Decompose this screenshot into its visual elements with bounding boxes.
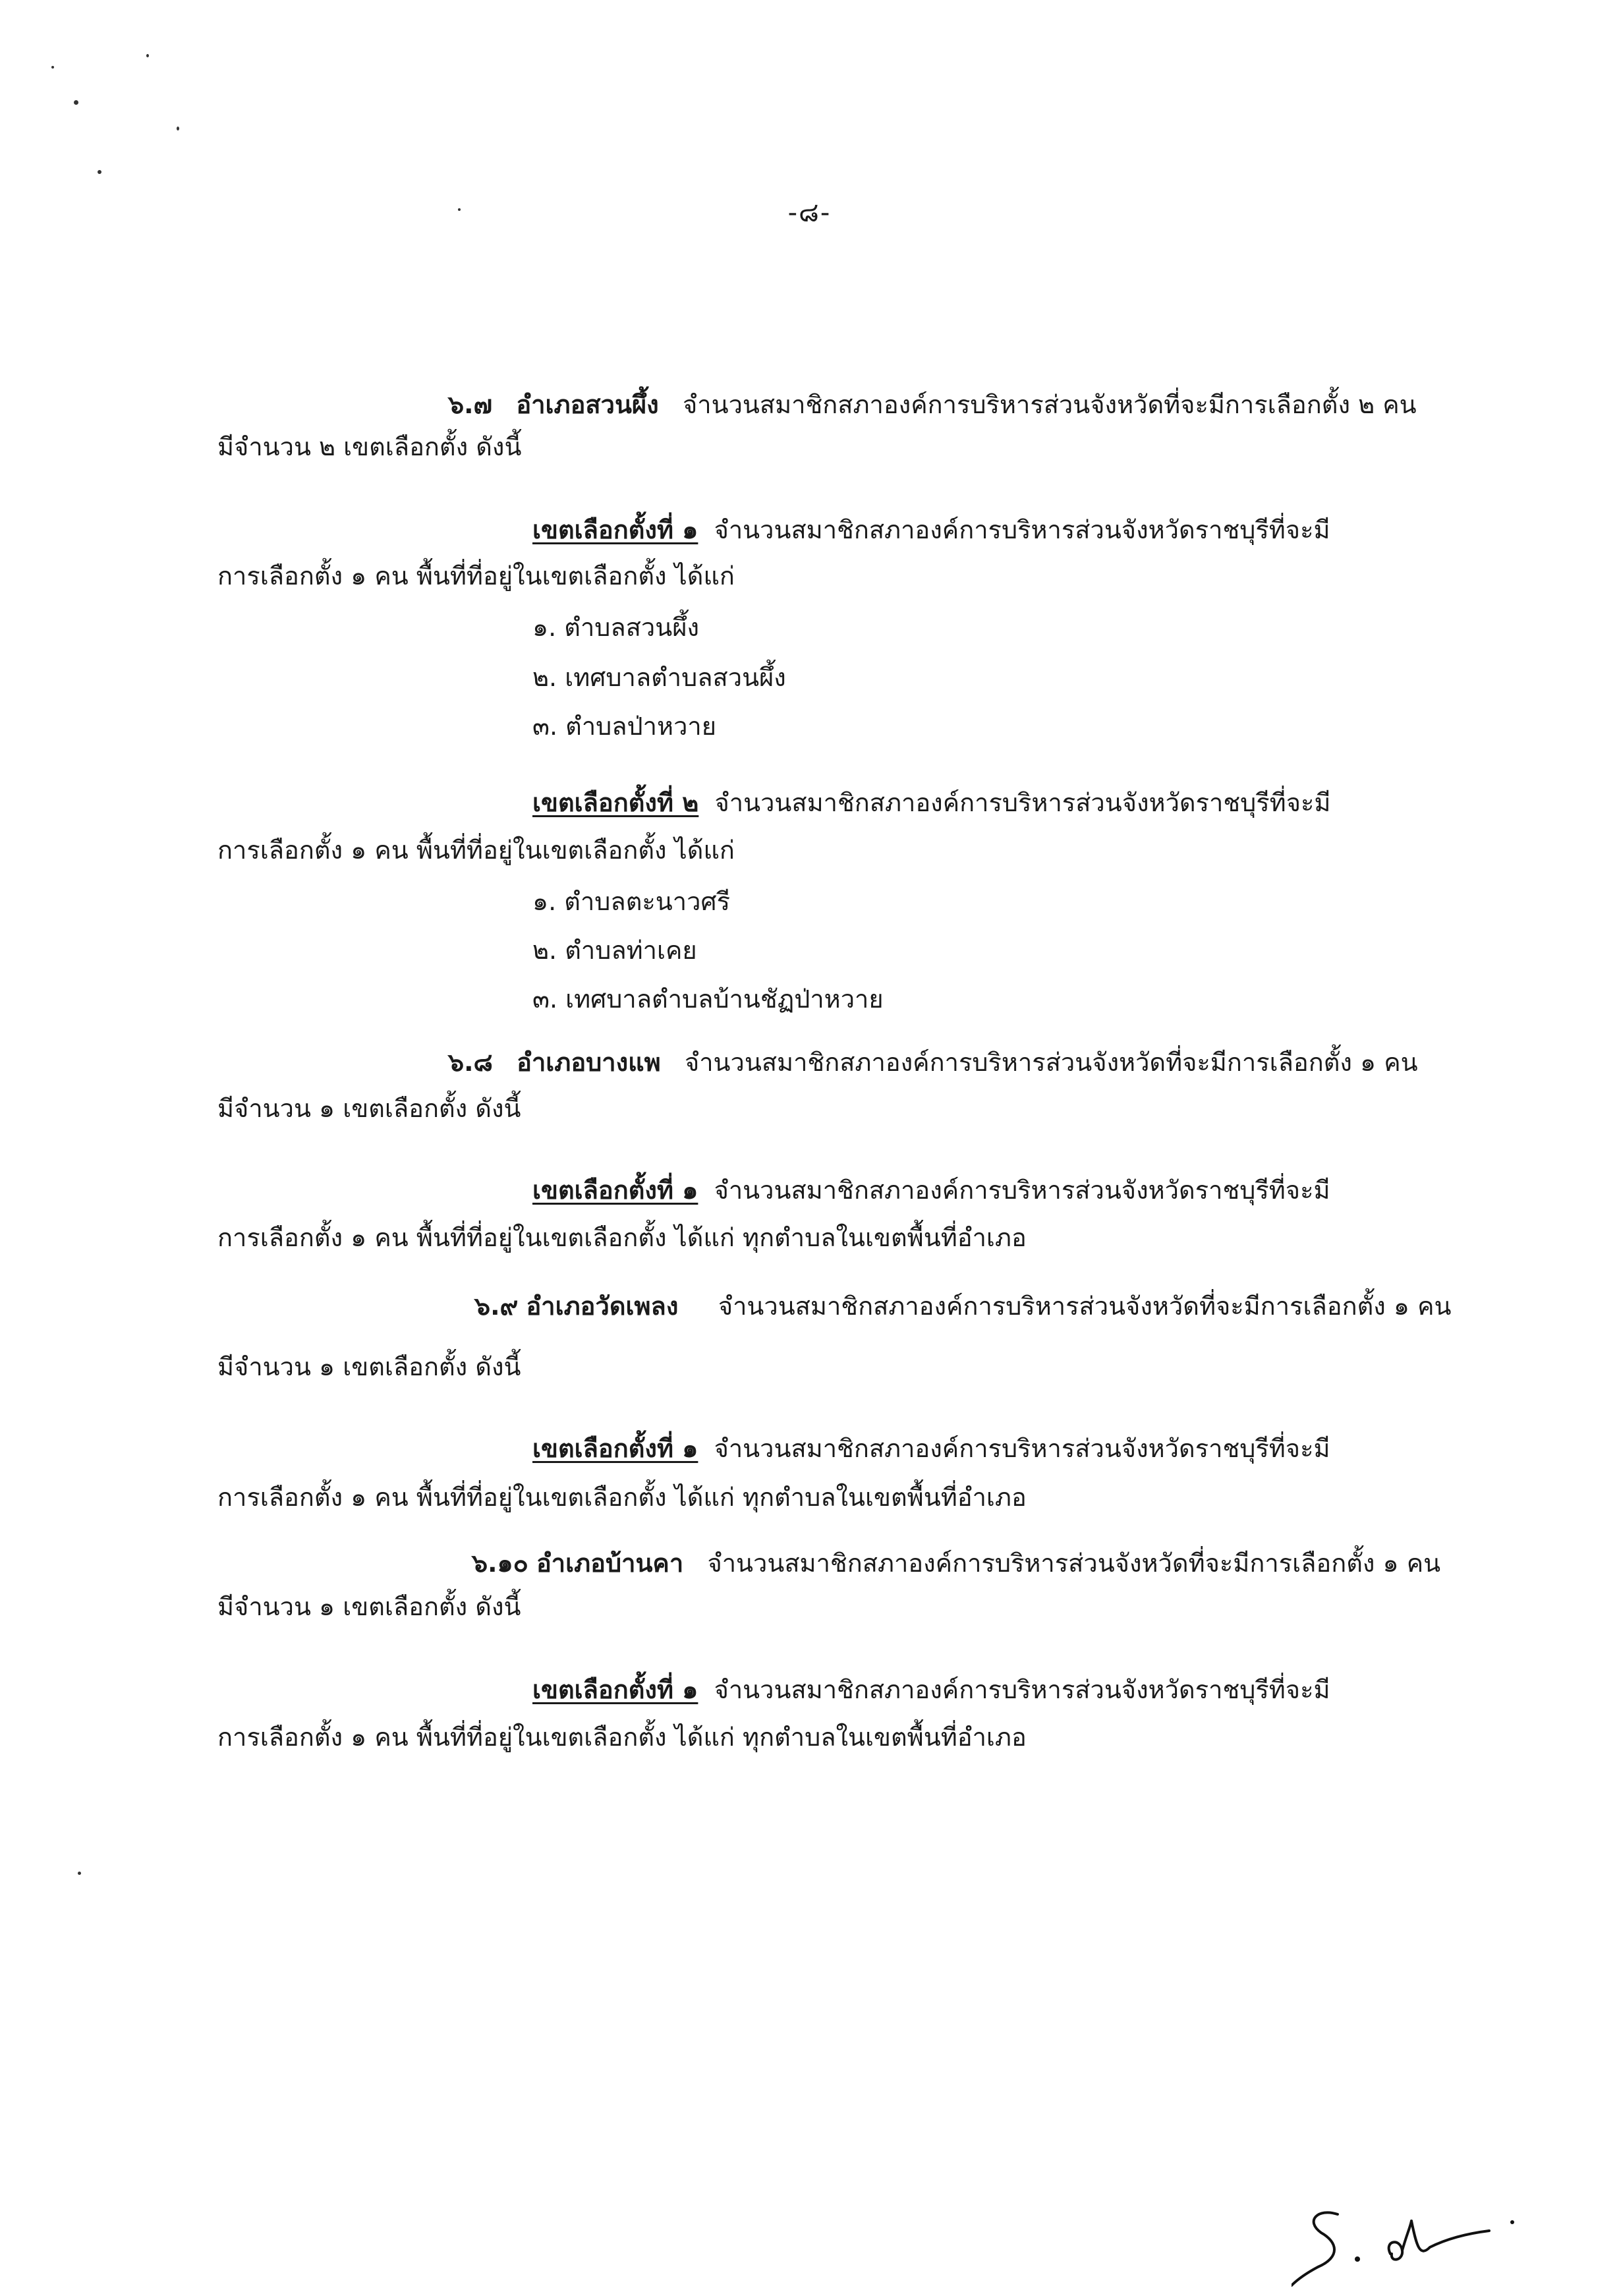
zone-continuation: การเลือกตั้ง ๑ คน พื้นที่ที่อยู่ในเขตเลือกตั้ง ได้แก่ ทุกตำบลในเขตพื้นที่อำเภอ bbox=[217, 1483, 1027, 1512]
district-name: อำเภอบางแพ bbox=[517, 1048, 661, 1077]
section-description: จำนวนสมาชิกสภาองค์การบริหารส่วนจังหวัดที่จะมีการเลือกตั้ง ๑ คน bbox=[707, 1549, 1441, 1578]
scan-speck bbox=[51, 66, 54, 69]
scan-speck bbox=[74, 100, 78, 105]
zone-heading bbox=[532, 515, 1330, 546]
section-number: ๖.๘ bbox=[448, 1048, 493, 1077]
zone-heading bbox=[532, 1176, 1330, 1206]
list-item: ๑. ตำบลตะนาวศรี bbox=[532, 887, 730, 916]
zone-continuation: การเลือกตั้ง ๑ คน พื้นที่ที่อยู่ในเขตเลือกตั้ง ได้แก่ ทุกตำบลในเขตพื้นที่อำเภอ bbox=[217, 1723, 1027, 1752]
list-item: ๒. ตำบลท่าเคย bbox=[532, 936, 697, 965]
district-name: อำเภอวัดเพลง bbox=[526, 1292, 679, 1321]
zone-description: จำนวนสมาชิกสภาองค์การบริหารส่วนจังหวัดราชบุรีที่จะมี bbox=[714, 515, 1330, 544]
zone-description: จำนวนสมาชิกสภาองค์การบริหารส่วนจังหวัดราชบุรีที่จะมี bbox=[714, 788, 1331, 817]
zone-continuation: การเลือกตั้ง ๑ คน พื้นที่ที่อยู่ในเขตเลือกตั้ง ได้แก่ bbox=[217, 561, 735, 590]
list-item: ๑. ตำบลสวนผึ้ง bbox=[532, 613, 700, 642]
section-number: ๖.๗ bbox=[448, 390, 493, 419]
section-continuation: มีจำนวน ๒ เขตเลือกตั้ง ดังนี้ bbox=[217, 432, 522, 461]
section-continuation: มีจำนวน ๑ เขตเลือกตั้ง ดังนี้ bbox=[217, 1592, 521, 1621]
section-continuation: มีจำนวน ๑ เขตเลือกตั้ง ดังนี้ bbox=[217, 1352, 521, 1381]
section-heading-6-10 bbox=[472, 1549, 1440, 1579]
scan-speck bbox=[177, 127, 179, 130]
section-heading-6-8 bbox=[448, 1048, 1418, 1078]
list-item: ๓. ตำบลป่าหวาย bbox=[532, 712, 717, 741]
zone-description: จำนวนสมาชิกสภาองค์การบริหารส่วนจังหวัดราชบุรีที่จะมี bbox=[714, 1176, 1330, 1205]
zone-title: เขตเลือกตั้งที่ ๑ bbox=[532, 1675, 698, 1704]
scan-speck bbox=[98, 170, 101, 174]
page-number: -๘- bbox=[787, 198, 832, 228]
list-item: ๒. เทศบาลตำบลสวนผึ้ง bbox=[532, 663, 786, 692]
zone-title: เขตเลือกตั้งที่ ๒ bbox=[532, 788, 699, 817]
section-description: จำนวนสมาชิกสภาองค์การบริหารส่วนจังหวัดที่จะมีการเลือกตั้ง ๑ คน bbox=[718, 1292, 1452, 1321]
zone-heading bbox=[532, 1675, 1330, 1706]
zone-title: เขตเลือกตั้งที่ ๑ bbox=[532, 1434, 698, 1463]
handwritten-signature bbox=[1292, 2195, 1555, 2287]
zone-continuation: การเลือกตั้ง ๑ คน พื้นที่ที่อยู่ในเขตเลือกตั้ง ได้แก่ bbox=[217, 836, 735, 865]
zone-description: จำนวนสมาชิกสภาองค์การบริหารส่วนจังหวัดราชบุรีที่จะมี bbox=[714, 1675, 1330, 1704]
zone-description: จำนวนสมาชิกสภาองค์การบริหารส่วนจังหวัดราชบุรีที่จะมี bbox=[714, 1434, 1330, 1463]
scan-speck bbox=[146, 54, 149, 57]
zone-title: เขตเลือกตั้งที่ ๑ bbox=[532, 1176, 698, 1205]
zone-heading bbox=[532, 1434, 1330, 1464]
section-number: ๖.๑๐ bbox=[472, 1549, 528, 1578]
zone-title: เขตเลือกตั้งที่ ๑ bbox=[532, 515, 698, 544]
zone-continuation: การเลือกตั้ง ๑ คน พื้นที่ที่อยู่ในเขตเลือกตั้ง ได้แก่ ทุกตำบลในเขตพื้นที่อำเภอ bbox=[217, 1223, 1027, 1252]
section-heading-6-7 bbox=[448, 390, 1417, 420]
section-description: จำนวนสมาชิกสภาองค์การบริหารส่วนจังหวัดที่จะมีการเลือกตั้ง ๑ คน bbox=[684, 1048, 1418, 1077]
list-item: ๓. เทศบาลตำบลบ้านชัฏป่าหวาย bbox=[532, 985, 884, 1014]
section-heading-6-9 bbox=[474, 1292, 1451, 1322]
section-number: ๖.๙ bbox=[474, 1292, 519, 1321]
scan-speck bbox=[78, 1872, 81, 1875]
district-name: อำเภอสวนผึ้ง bbox=[516, 390, 659, 419]
zone-heading bbox=[532, 788, 1330, 818]
district-name: อำเภอบ้านคา bbox=[536, 1549, 684, 1578]
section-description: จำนวนสมาชิกสภาองค์การบริหารส่วนจังหวัดที่จะมีการเลือกตั้ง ๒ คน bbox=[683, 390, 1417, 419]
section-continuation: มีจำนวน ๑ เขตเลือกตั้ง ดังนี้ bbox=[217, 1094, 521, 1123]
